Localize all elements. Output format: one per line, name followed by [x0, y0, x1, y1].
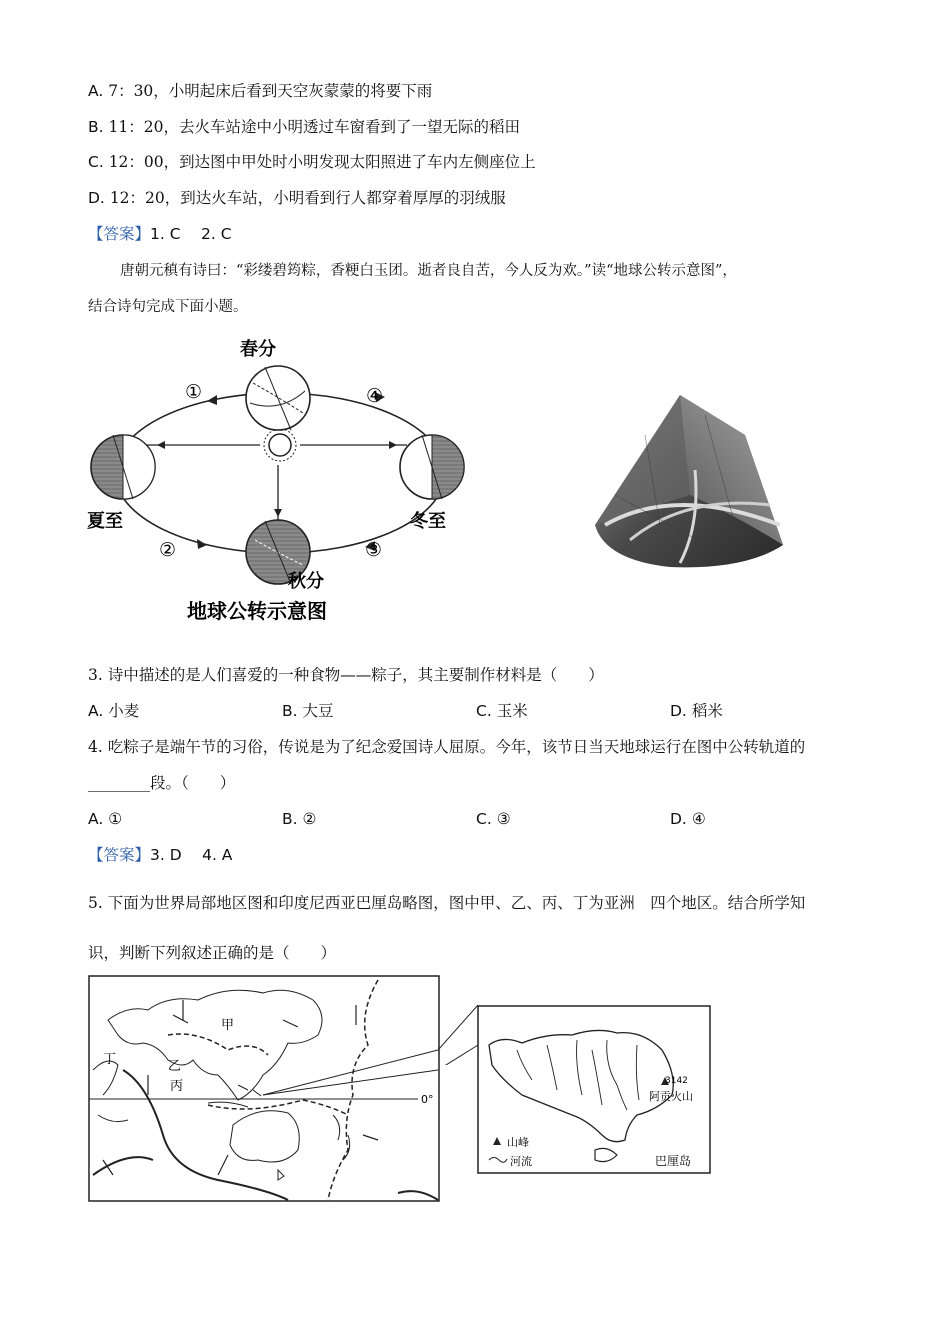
volcano-label: 阿贡火山	[649, 1090, 693, 1103]
label-yi: 乙	[168, 1059, 182, 1074]
segment-2: ②	[159, 539, 177, 561]
q4-option-c: C. ③	[476, 810, 511, 828]
segment-3: ③	[365, 539, 383, 561]
island-label: 巴厘岛	[655, 1154, 692, 1168]
q3-option-d: D. 稻米	[670, 702, 723, 720]
q4-stem-1: 4. 吃粽子是端午节的习俗，传说是为了纪念爱国诗人屈原。今年，该节日当天地球运行在图中公转轨道的	[88, 738, 806, 756]
q4-option-b: B. ②	[282, 810, 317, 828]
label-bing: 丙	[170, 1079, 184, 1094]
answer-2: 【答案】3. D 4. A	[88, 846, 233, 864]
q3-stem: 3. 诗中描述的是人们喜爱的一种食物——粽子，其主要制作材料是（ ）	[88, 666, 604, 684]
option-b-prev: B. 11：20，去火车站途中小明透过车窗看到了一望无际的稻田	[88, 118, 520, 136]
label-autumn: 秋分	[288, 571, 324, 592]
legend-river-label: 河流	[510, 1155, 532, 1168]
q3-option-a: A. 小麦	[88, 702, 140, 720]
q4-option-a: A. ①	[88, 810, 123, 828]
zongzi-image	[585, 375, 795, 575]
q3-option-c: C. 玉米	[476, 702, 528, 720]
segment-4: ④	[366, 385, 384, 407]
legend-peak-label: 山峰	[507, 1136, 529, 1149]
elevation-label: 3142	[665, 1076, 688, 1086]
option-c-prev: C. 12：00，到达图中甲处时小明发现太阳照进了车内左侧座位上	[88, 153, 536, 171]
earth-winter	[400, 435, 464, 499]
bali-map	[477, 1005, 712, 1175]
option-d-prev: D. 12：20，到达火车站，小明看到行人都穿着厚厚的羽绒服	[88, 189, 506, 207]
answer-1: 【答案】1. C 2. C	[88, 225, 232, 243]
map-connector	[438, 1005, 480, 1065]
label-jia: 甲	[221, 1018, 235, 1033]
sun-icon	[264, 429, 296, 461]
earth-orbit-diagram	[85, 335, 485, 630]
diagram-title: 地球公转示意图	[187, 599, 327, 623]
option-a-prev: A. 7：30，小明起床后看到天空灰蒙蒙的将要下雨	[88, 82, 433, 100]
intro-line-2: 结合诗句完成下面小题。	[88, 299, 248, 315]
world-map	[88, 975, 443, 1205]
label-winter: 冬至	[410, 511, 446, 532]
segment-1: ①	[185, 381, 203, 403]
equator-label: 0°	[421, 1093, 434, 1106]
q5-stem-1: 5. 下面为世界局部地区图和印度尼西亚巴厘岛略图，图中甲、乙、丙、丁为亚洲 四个地区。结合所学知	[88, 894, 806, 912]
q5-stem-2: 识，判断下列叙述正确的是（ ）	[88, 944, 337, 962]
q3-option-b: B. 大豆	[282, 702, 334, 720]
earth-spring	[246, 366, 310, 430]
q4-stem-2: ________段。（ ）	[88, 774, 236, 792]
label-summer: 夏至	[87, 511, 123, 532]
intro-line-1: 唐朝元稹有诗曰：“彩缕碧筠粽，香粳白玉团。逝者良自苦，今人反为欢。”读“地球公转示意图”，	[120, 263, 737, 279]
label-spring: 春分	[240, 339, 276, 360]
label-ding: 丁	[103, 1052, 117, 1067]
earth-summer	[91, 435, 155, 499]
q4-option-d: D. ④	[670, 810, 706, 828]
